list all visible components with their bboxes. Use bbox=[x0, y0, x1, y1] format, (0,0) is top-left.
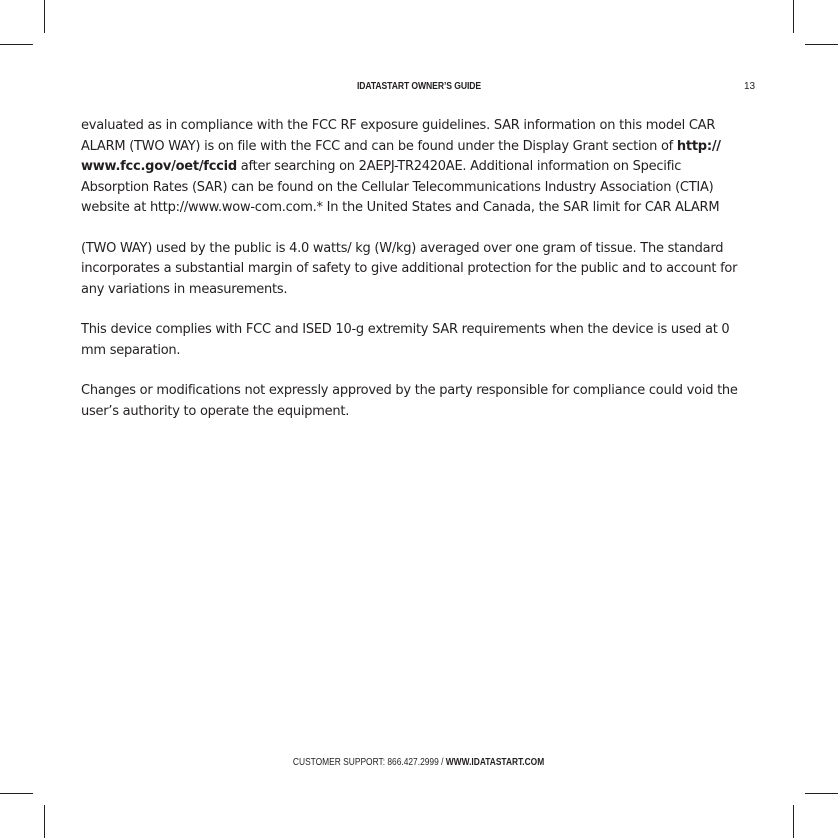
page-footer bbox=[0, 756, 838, 770]
fcc-link[interactable]: www.fcc.gov/oet/fccid bbox=[81, 159, 237, 174]
body-text bbox=[81, 116, 741, 442]
text-line: evaluated as in compliance with the FCC RF exposure guidelines. SAR information on this model CAR bbox=[81, 118, 716, 133]
crop-mark bbox=[44, 805, 45, 838]
text-line: (TWO WAY) used by the public is 4.0 watts/ kg (W/kg) averaged over one gram of tissue. The standard bbox=[81, 240, 724, 256]
page-number: 13 bbox=[744, 81, 756, 92]
text-line: mm separation. bbox=[81, 342, 181, 358]
text-line: Absorption Rates (SAR) can be found on the Cellular Telecommunications Industry Association (CTIA) bbox=[81, 179, 714, 195]
crop-mark bbox=[793, 0, 794, 33]
paragraph bbox=[81, 320, 741, 361]
crop-mark bbox=[793, 805, 794, 838]
page-header bbox=[0, 80, 838, 94]
paragraph bbox=[81, 239, 741, 301]
crop-mark bbox=[805, 793, 838, 794]
text-line: www.fcc.gov/oet/fccid after searching on 2AEPJ-TR2420AE. Additional information on Specific bbox=[81, 159, 682, 174]
text-line: user’s authority to operate the equipment. bbox=[81, 403, 350, 419]
paragraph bbox=[81, 116, 741, 219]
page-title: IDATASTART OWNER’S GUIDE bbox=[356, 81, 482, 92]
text-line: ALARM (TWO WAY) is on file with the FCC and can be found under the Display Grant section of http:// bbox=[81, 138, 721, 154]
crop-mark bbox=[44, 0, 45, 33]
text-line: incorporates a substantial margin of safety to give additional protection for the public and to account for bbox=[81, 261, 738, 276]
fcc-link[interactable]: http:// bbox=[676, 138, 721, 154]
crop-mark bbox=[0, 793, 33, 794]
support-phone: CUSTOMER SUPPORT: 866.427.2999 / bbox=[293, 757, 447, 768]
paragraph bbox=[81, 381, 741, 422]
crop-mark bbox=[805, 44, 838, 45]
text-line: website at http://www.wow-com.com.* In the United States and Canada, the SAR limit for CAR ALARM bbox=[81, 200, 720, 215]
text-line: any variations in measurements. bbox=[81, 281, 288, 297]
text-line: This device complies with FCC and ISED 10-g extremity SAR requirements when the device is used at 0 bbox=[81, 322, 730, 337]
website-link[interactable]: WWW.IDATASTART.COM bbox=[446, 757, 545, 768]
text-line: Changes or modifications not expressly approved by the party responsible for compliance could void the bbox=[81, 383, 738, 398]
crop-mark bbox=[0, 44, 33, 45]
